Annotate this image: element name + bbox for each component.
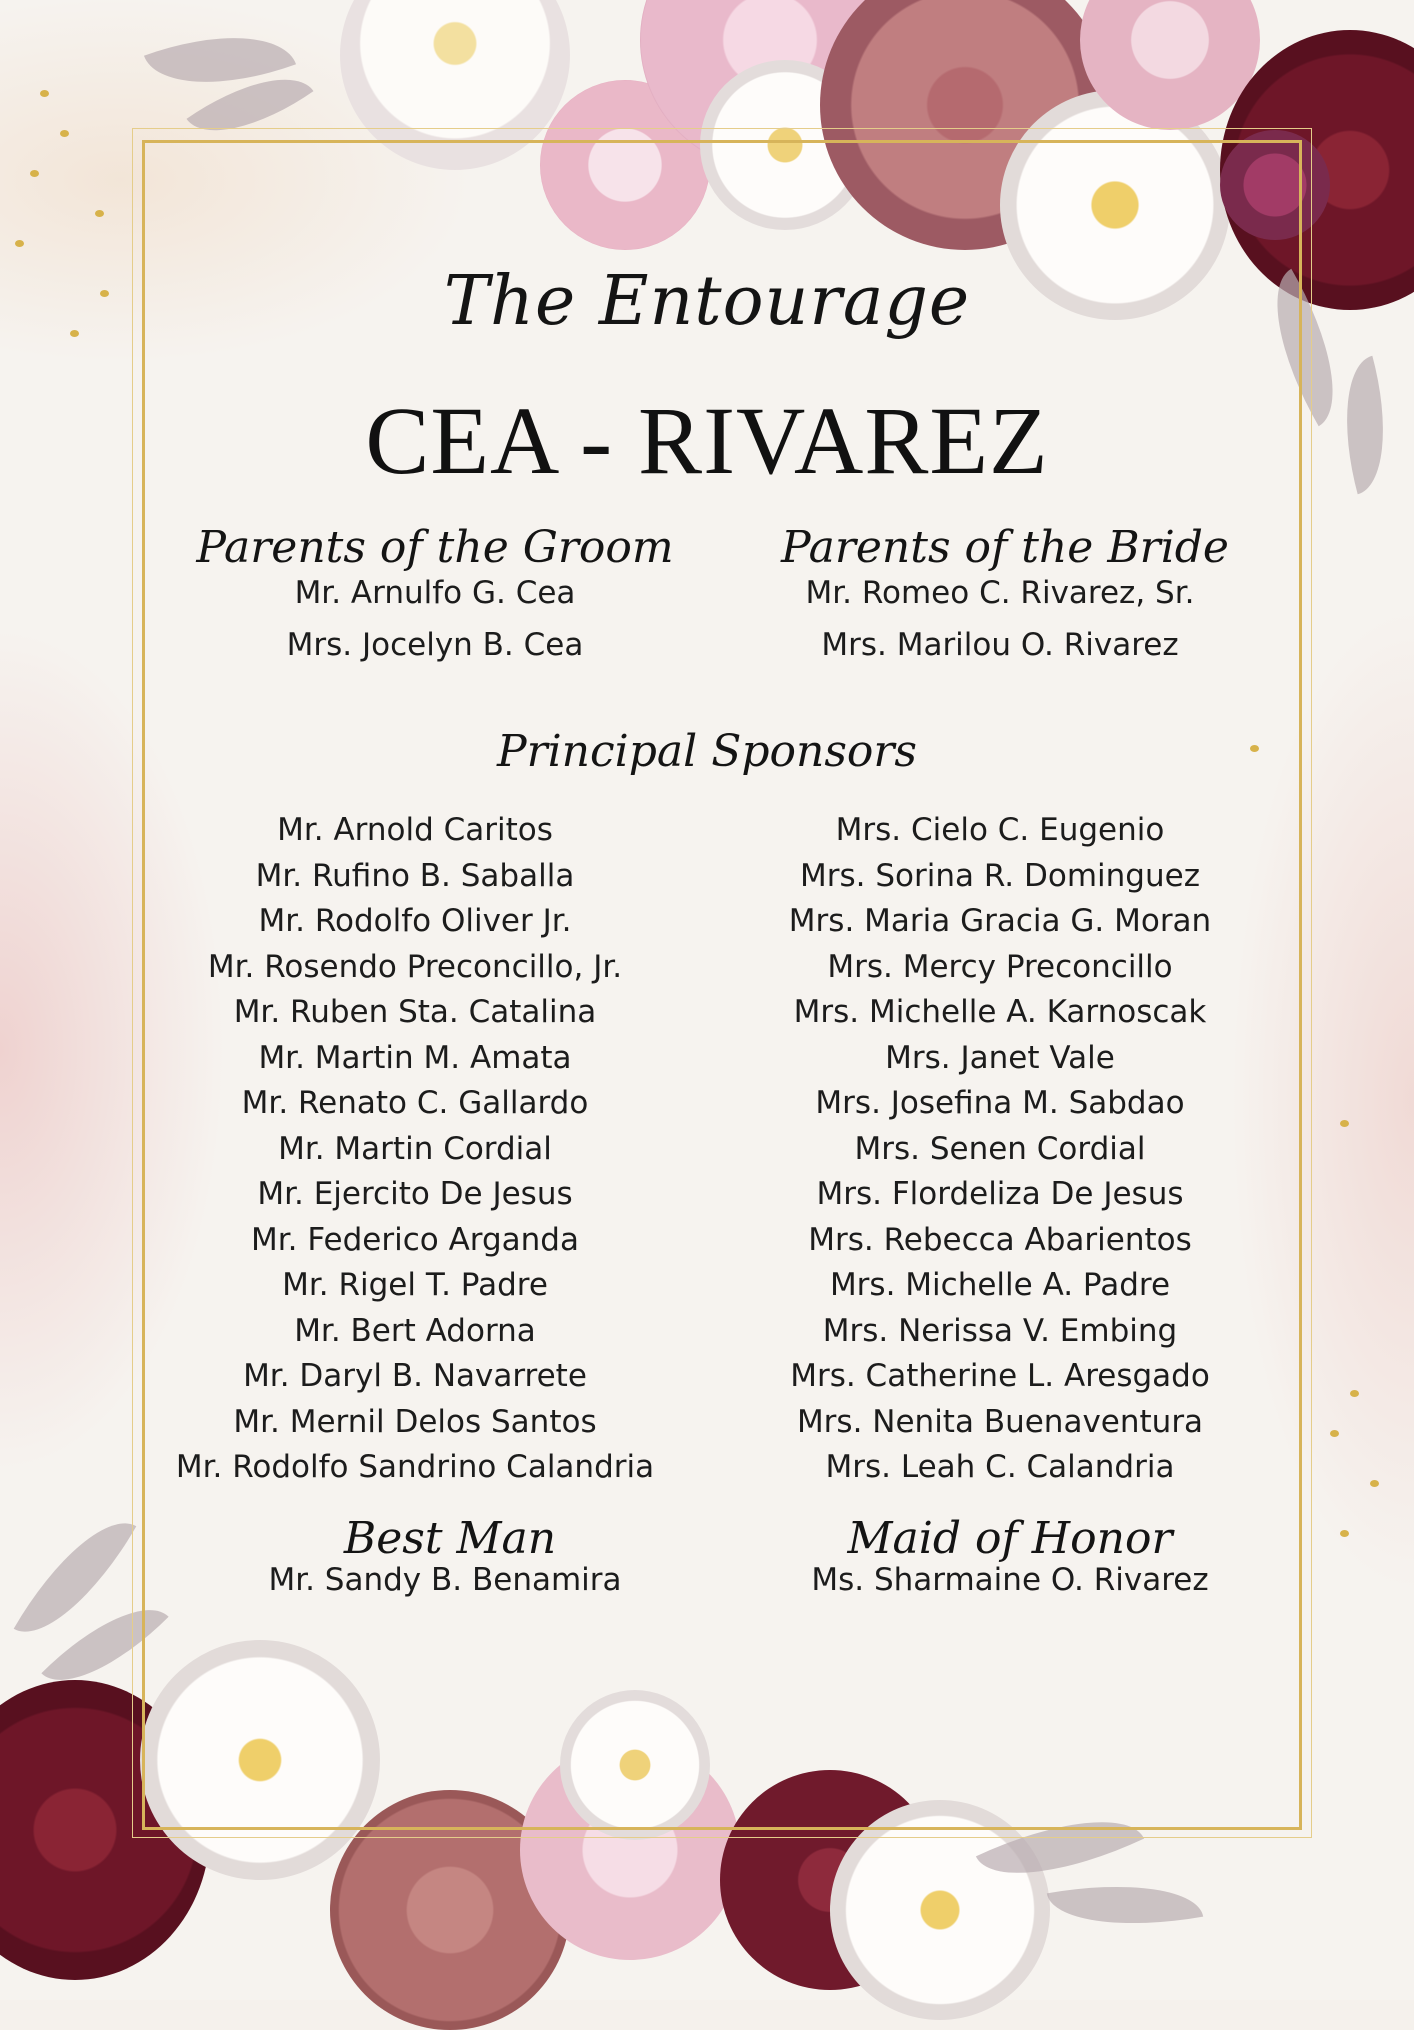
maid-of-honor-name: Ms. Sharmaine O. Rivarez (811, 1562, 1209, 1598)
sponsor-name: Mr. Rufino B. Saballa (255, 857, 575, 894)
sponsor-name: Mr. Bert Adorna (294, 1312, 536, 1349)
parent-bride-mother: Mrs. Marilou O. Rivarez (821, 627, 1179, 663)
sponsor-name: Mr. Rosendo Preconcillo, Jr. (207, 948, 623, 985)
sponsor-name: Mr. Martin M. Amata (258, 1039, 572, 1076)
sponsor-name: Mrs. Janet Vale (885, 1039, 1115, 1076)
sponsor-name: Mr. Federico Arganda (251, 1221, 579, 1258)
parents-bride-heading: Parents of the Bride (781, 522, 1229, 573)
sponsor-name: Mrs. Cielo C. Eugenio (835, 812, 1165, 848)
sponsor-name: Mrs. Catherine L. Aresgado (790, 1358, 1210, 1394)
sponsors-men-list (150, 808, 680, 1491)
sponsor-name: Mrs. Maria Gracia G. Moran (788, 903, 1212, 939)
sponsor-name: Mr. Arnold Caritos (277, 812, 553, 848)
best-man-name: Mr. Sandy B. Benamira (268, 1562, 622, 1598)
principal-sponsors-heading: Principal Sponsors (496, 726, 918, 777)
sponsor-name: Mr. Ejercito De Jesus (257, 1176, 573, 1212)
best-man-heading: Best Man (343, 1513, 557, 1564)
parent-groom-father: Mr. Arnulfo G. Cea (294, 575, 576, 611)
sponsor-name: Mrs. Leah C. Calandria (825, 1449, 1175, 1485)
sponsor-name: Mrs. Flordeliza De Jesus (816, 1176, 1184, 1212)
sponsor-name: Mr. Mernil Delos Santos (233, 1403, 597, 1440)
couple-surnames-title: CEA - RIVAREZ (365, 387, 1049, 494)
sponsor-name: Mrs. Josefina M. Sabdao (815, 1085, 1185, 1121)
sponsors-women-list (735, 808, 1265, 1491)
maid-of-honor-heading: Maid of Honor (847, 1513, 1173, 1564)
sponsor-name: Mr. Rodolfo Sandrino Calandria (175, 1449, 655, 1485)
entourage-script-title: The Entourage (443, 262, 971, 341)
sponsor-name: Mrs. Sorina R. Dominguez (800, 857, 1200, 894)
sponsor-name: Mrs. Mercy Preconcillo (827, 948, 1173, 985)
parent-bride-father: Mr. Romeo C. Rivarez, Sr. (805, 575, 1195, 611)
sponsor-name: Mrs. Michelle A. Padre (829, 1267, 1171, 1303)
sponsor-name: Mr. Renato C. Gallardo (241, 1085, 589, 1121)
sponsor-name: Mrs. Rebecca Abarientos (808, 1221, 1192, 1258)
sponsor-name: Mrs. Nenita Buenaventura (796, 1403, 1204, 1440)
parent-groom-mother: Mrs. Jocelyn B. Cea (286, 627, 584, 663)
sponsor-name: Mr. Daryl B. Navarrete (243, 1358, 587, 1394)
sponsor-name: Mrs. Nerissa V. Embing (822, 1312, 1178, 1349)
sponsor-name: Mrs. Senen Cordial (854, 1130, 1146, 1167)
sponsor-name: Mr. Rigel T. Padre (282, 1267, 548, 1303)
sponsor-name: Mr. Martin Cordial (278, 1130, 552, 1167)
parents-groom-heading: Parents of the Groom (196, 522, 674, 573)
sponsor-name: Mrs. Michelle A. Karnoscak (793, 994, 1207, 1030)
sponsor-name: Mr. Ruben Sta. Catalina (233, 994, 597, 1030)
sponsor-name: Mr. Rodolfo Oliver Jr. (258, 903, 572, 939)
